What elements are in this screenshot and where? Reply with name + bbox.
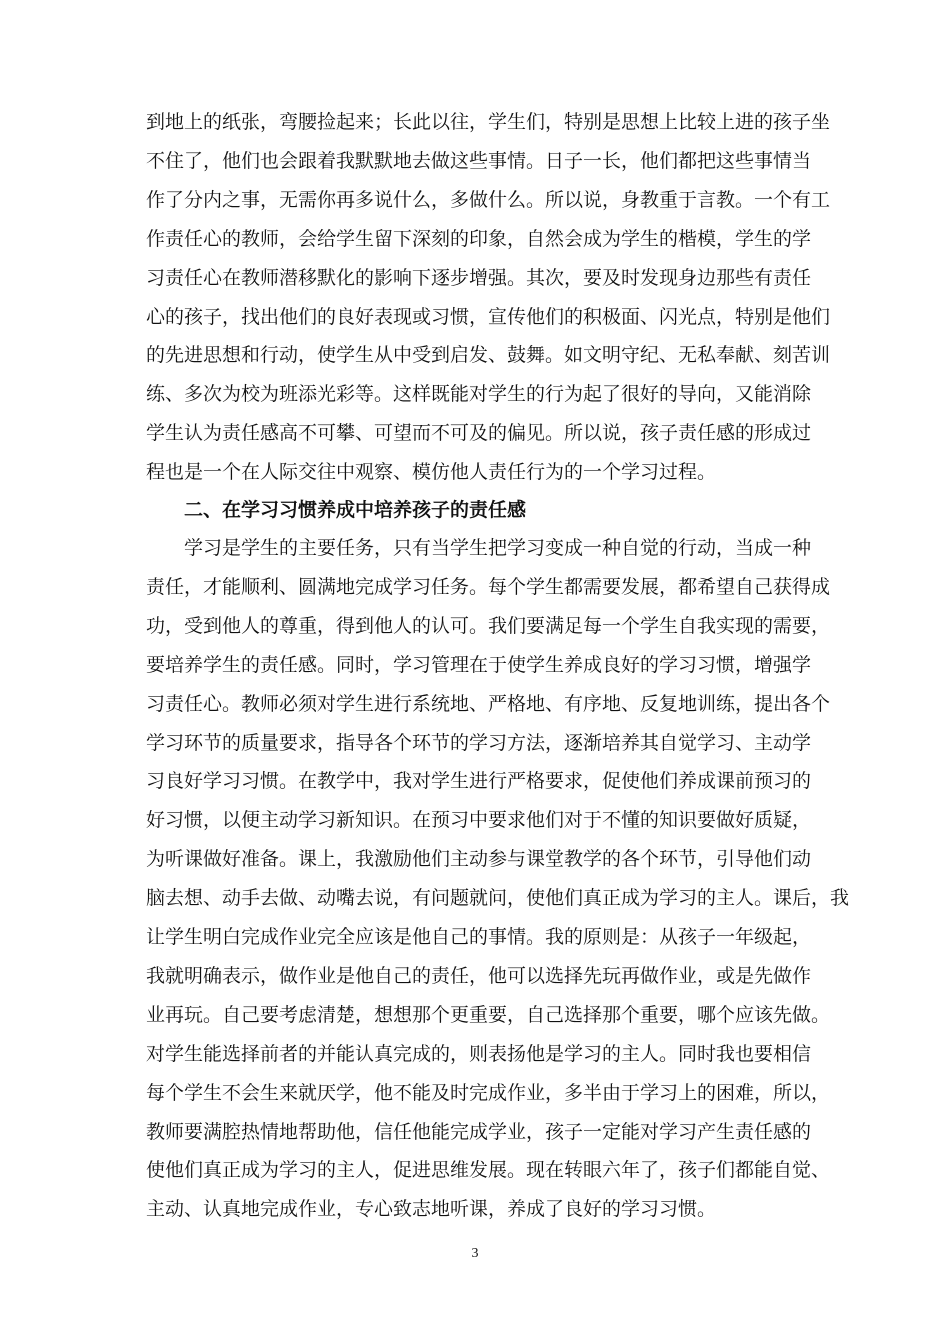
text-line: 到地上的纸张，弯腰捡起来；长此以往，学生们，特别是思想上比较上进的孩子坐 <box>146 111 831 133</box>
text-line: 作了分内之事，无需你再多说什么，多做什么。所以说，身教重于言教。一个有工 <box>146 188 831 211</box>
text-line: 对学生能选择前者的并能认真完成的，则表扬他是学习的主人。同时我也要相信 <box>146 1042 812 1065</box>
text-line: 心的孩子，找出他们的良好表现或习惯，宣传他们的积极面、闪光点，特别是他们 <box>146 305 831 328</box>
text-line: 作责任心的教师，会给学生留下深刻的印象，自然会成为学生的楷模，学生的学 <box>146 227 812 250</box>
text-line: 每个学生不会生来就厌学，他不能及时完成作业，多半由于学习上的困难，所以， <box>146 1081 831 1104</box>
text-line: 主动、认真地完成作业，专心致志地听课，养成了良好的学习习惯。 <box>146 1198 717 1221</box>
text-line: 脑去想、动手去做、动嘴去说，有问题就问，使他们真正成为学习的主人。课后，我 <box>146 887 850 910</box>
text-line: 教师要满腔热情地帮助他，信任他能完成学业，孩子一定能对学习产生责任感的 <box>146 1120 812 1143</box>
text-line: 使他们真正成为学习的主人，促进思维发展。现在转眼六年了，孩子们都能自觉、 <box>146 1159 831 1182</box>
text-line: 习良好学习习惯。在教学中，我对学生进行严格要求，促使他们养成课前预习的 <box>146 770 812 793</box>
text-line: 的先进思想和行动，使学生从中受到启发、鼓舞。如文明守纪、无私奉献、刻苦训 <box>146 344 831 367</box>
text-line: 学习是学生的主要任务，只有当学生把学习变成一种自觉的行动，当成一种 <box>146 537 812 559</box>
text-line: 学习环节的质量要求，指导各个环节的学习方法，逐渐培养其自觉学习、主动学 <box>146 731 812 754</box>
text-line: 让学生明白完成作业完全应该是他自己的事情。我的原则是：从孩子一年级起， <box>146 926 812 948</box>
text-line: 习责任心。教师必须对学生进行系统地、严格地、有序地、反复地训练，提出各个 <box>146 692 831 715</box>
text-line: 要培养学生的责任感。同时，学习管理在于使学生养成良好的学习习惯，增强学 <box>146 653 812 676</box>
text-line: 习责任心在教师潜移默化的影响下逐步增强。其次，要及时发现身边那些有责任 <box>146 266 812 289</box>
text-line: 练、多次为校为班添光彩等。这样既能对学生的行为起了很好的导向，又能消除 <box>146 383 812 406</box>
text-line: 程也是一个在人际交往中观察、模仿他人责任行为的一个学习过程。 <box>146 461 717 484</box>
text-line: 好习惯，以便主动学习新知识。在预习中要求他们对于不懂的知识要做好质疑， <box>146 809 812 832</box>
section-heading: 二、在学习习惯养成中培养孩子的责任感 <box>184 499 527 521</box>
text-line: 业再玩。自己要考虑清楚，想想那个更重要，自己选择那个重要，哪个应该先做。 <box>146 1003 831 1026</box>
text-line: 功，受到他人的尊重，得到他人的认可。我们要满足每一个学生自我实现的需要， <box>146 614 831 637</box>
text-line: 我就明确表示，做作业是他自己的责任，他可以选择先玩再做作业，或是先做作 <box>146 964 812 987</box>
text-line: 为听课做好准备。课上，我激励他们主动参与课堂教学的各个环节，引导他们动 <box>146 848 812 871</box>
text-line: 不住了，他们也会跟着我默默地去做这些事情。日子一长，他们都把这些事情当 <box>146 149 812 172</box>
page-number: 3 <box>471 1246 479 1261</box>
text-line: 责任，才能顺利、圆满地完成学习任务。每个学生都需要发展，都希望自己获得成 <box>146 575 831 598</box>
text-line: 学生认为责任感高不可攀、可望而不可及的偏见。所以说，孩子责任感的形成过 <box>146 422 812 445</box>
